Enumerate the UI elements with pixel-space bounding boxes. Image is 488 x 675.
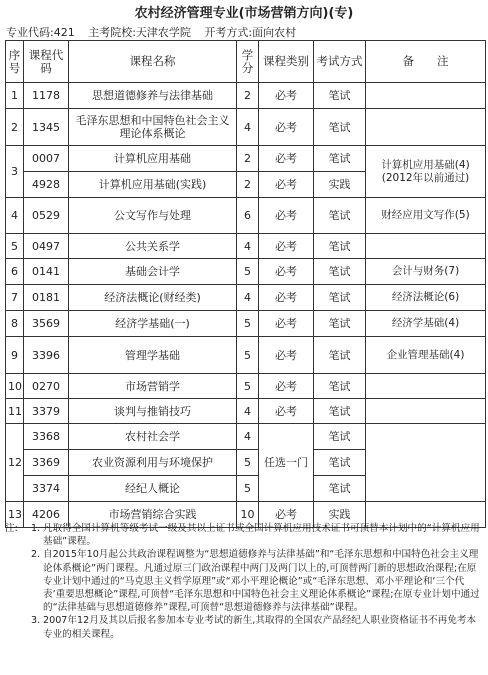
row-credit: 5 — [237, 476, 259, 502]
row-name: 管理学基础 — [69, 337, 237, 374]
footnote-item — [5, 614, 483, 640]
footnote-item — [5, 548, 483, 614]
table-row — [6, 146, 486, 172]
row-code: 4206 — [24, 502, 69, 528]
table-row — [6, 311, 486, 337]
table-row — [6, 83, 486, 109]
row-note — [366, 83, 486, 109]
row-category: 任选一门 — [259, 424, 314, 502]
row-code: 1178 — [24, 83, 69, 109]
row-seq: 11 — [6, 399, 24, 424]
row-credit: 4 — [237, 234, 259, 259]
row-seq: 12 — [6, 424, 24, 502]
row-note: 财经应用文写作(5) — [366, 198, 486, 234]
exam-mode: 开考方式:面向农村 — [204, 26, 297, 39]
row-credit: 5 — [237, 311, 259, 337]
row-code: 3379 — [24, 399, 69, 424]
footnote-text: 凡取得全国计算机等级考试一级及其以上证书或全国计算机应用技术证书可顶替本计划中的“计算机应用基础”课程。 — [43, 523, 480, 548]
row-name: 经济学基础(一) — [69, 311, 237, 337]
row-category: 必考 — [259, 234, 314, 259]
row-code: 1345 — [24, 109, 69, 146]
row-credit: 4 — [237, 424, 259, 450]
row-name: 计算机应用基础(实践) — [69, 172, 237, 198]
row-seq: 7 — [6, 285, 24, 311]
row-seq: 10 — [6, 374, 24, 399]
row-category: 必考 — [259, 172, 314, 198]
header-category: 课程类别 — [259, 41, 314, 83]
row-exam: 笔试 — [314, 337, 366, 374]
footnote-text: 自2015年10月起公共政治课程调整为“思想道德修养与法律基础”和“毛泽东思想和中国特色社会主义理论体系概论”两门课程。凡通过原三门政治课程中两门及两门以上的,可顶替两门新的思想政治课程;在原专业计划中通过的“马克思主义哲学原理”或“邓小平理论概论”或“毛泽东思想、邓小平理论和‘三个代表’重要思想概论”课程,可顶替“毛泽东思想和中国特色社会主义理论体系概论”课程;在原专业计划中通过的“法律基础与思想道德修养”课程,可顶替“思想道德修养与法律基础”课程。 — [43, 549, 480, 614]
row-code: 0529 — [24, 198, 69, 234]
row-credit: 5 — [237, 450, 259, 476]
footnotes — [5, 522, 483, 641]
footnote-label: 注: — [5, 523, 18, 534]
footnote-item — [5, 522, 483, 548]
row-credit: 2 — [237, 83, 259, 109]
row-category: 必考 — [259, 399, 314, 424]
header-code: 课程代码 — [24, 41, 69, 83]
row-name: 农业资源利用与环境保护 — [69, 450, 237, 476]
table-row — [6, 285, 486, 311]
row-seq: 2 — [6, 109, 24, 146]
row-note — [366, 234, 486, 259]
row-exam: 笔试 — [314, 285, 366, 311]
row-seq: 9 — [6, 337, 24, 374]
row-exam: 笔试 — [314, 374, 366, 399]
row-exam: 实践 — [314, 172, 366, 198]
row-exam: 笔试 — [314, 311, 366, 337]
row-category: 必考 — [259, 337, 314, 374]
row-exam: 笔试 — [314, 259, 366, 285]
table-row — [6, 337, 486, 374]
row-credit: 10 — [237, 502, 259, 528]
row-code: 0141 — [24, 259, 69, 285]
row-credit: 2 — [237, 172, 259, 198]
row-name: 计算机应用基础 — [69, 146, 237, 172]
footnote-number: 2. — [31, 549, 41, 561]
page-title: 农村经济管理专业(市场营销方向)(专) — [134, 6, 354, 21]
row-name: 经纪人概论 — [69, 476, 237, 502]
row-exam: 笔试 — [314, 476, 366, 502]
row-name: 市场营销学 — [69, 374, 237, 399]
row-category: 必考 — [259, 285, 314, 311]
row-note: 计算机应用基础(4)(2012年以前通过) — [366, 146, 486, 198]
row-code: 0270 — [24, 374, 69, 399]
row-category: 必考 — [259, 502, 314, 528]
row-exam: 笔试 — [314, 109, 366, 146]
program-code: 专业代码:421 — [6, 26, 75, 39]
row-seq: 1 — [6, 83, 24, 109]
table-row — [6, 198, 486, 234]
row-note — [366, 109, 486, 146]
row-code: 0497 — [24, 234, 69, 259]
row-seq: 5 — [6, 234, 24, 259]
row-code: 3369 — [24, 450, 69, 476]
header-seq: 序号 — [6, 41, 24, 83]
table-row — [6, 399, 486, 424]
row-code: 0007 — [24, 146, 69, 172]
header-name: 课程名称 — [69, 41, 237, 83]
row-exam: 笔试 — [314, 146, 366, 172]
row-name: 思想道德修养与法律基础 — [69, 83, 237, 109]
row-credit: 5 — [237, 337, 259, 374]
row-seq: 8 — [6, 311, 24, 337]
row-category: 必考 — [259, 146, 314, 172]
row-category: 必考 — [259, 374, 314, 399]
row-credit: 2 — [237, 146, 259, 172]
footnote-number: 3. — [31, 615, 41, 627]
table-row — [6, 234, 486, 259]
row-exam: 笔试 — [314, 424, 366, 450]
row-name: 市场营销综合实践 — [69, 502, 237, 528]
row-name: 公共关系学 — [69, 234, 237, 259]
row-note: 会计与财务(7) — [366, 259, 486, 285]
row-name: 毛泽东思想和中国特色社会主义理论体系概论 — [69, 109, 237, 146]
row-exam: 笔试 — [314, 399, 366, 424]
row-exam: 笔试 — [314, 198, 366, 234]
row-note — [366, 374, 486, 399]
header-exam: 考试方式 — [314, 41, 366, 83]
row-name: 基础会计学 — [69, 259, 237, 285]
row-category: 必考 — [259, 198, 314, 234]
row-exam: 笔试 — [314, 450, 366, 476]
row-seq: 4 — [6, 198, 24, 234]
row-note — [366, 399, 486, 424]
row-code: 3396 — [24, 337, 69, 374]
row-note: 经济学基础(4) — [366, 311, 486, 337]
row-code: 3569 — [24, 311, 69, 337]
row-seq: 3 — [6, 146, 24, 198]
row-note — [366, 424, 486, 502]
table-row — [6, 259, 486, 285]
table-row — [6, 424, 486, 450]
header-credit: 学分 — [237, 41, 259, 83]
exam-school: 主考院校:天津农学院 — [88, 26, 191, 39]
row-code: 3374 — [24, 476, 69, 502]
row-name: 谈判与推销技巧 — [69, 399, 237, 424]
course-table — [5, 40, 486, 528]
row-category: 必考 — [259, 311, 314, 337]
row-note: 经济法概论(6) — [366, 285, 486, 311]
table-row — [6, 374, 486, 399]
row-credit: 4 — [237, 109, 259, 146]
table-header-row — [6, 41, 486, 83]
row-exam: 笔试 — [314, 83, 366, 109]
row-credit: 5 — [237, 259, 259, 285]
row-credit: 4 — [237, 399, 259, 424]
row-credit: 6 — [237, 198, 259, 234]
row-name: 经济法概论(财经类) — [69, 285, 237, 311]
row-category: 必考 — [259, 109, 314, 146]
row-seq: 6 — [6, 259, 24, 285]
row-code: 3368 — [24, 424, 69, 450]
footnote-text: 2007年12月及其以后报名参加本专业考试的新生,其取得的全国农产品经纪人职业资格证书不再免考本专业的相关课程。 — [43, 615, 477, 640]
row-seq: 13 — [6, 502, 24, 528]
footnote-number: 1. — [31, 523, 41, 534]
row-exam: 笔试 — [314, 234, 366, 259]
row-name: 公文写作与处理 — [69, 198, 237, 234]
row-category: 必考 — [259, 259, 314, 285]
row-category: 必考 — [259, 83, 314, 109]
row-code: 0181 — [24, 285, 69, 311]
row-credit: 5 — [237, 374, 259, 399]
row-exam: 实践 — [314, 502, 366, 528]
row-name: 农村社会学 — [69, 424, 237, 450]
header-note: 备 注 — [366, 41, 486, 83]
program-meta — [6, 24, 306, 40]
row-credit: 4 — [237, 285, 259, 311]
table-row — [6, 109, 486, 146]
row-note: 企业管理基础(4) — [366, 337, 486, 374]
row-code: 4928 — [24, 172, 69, 198]
